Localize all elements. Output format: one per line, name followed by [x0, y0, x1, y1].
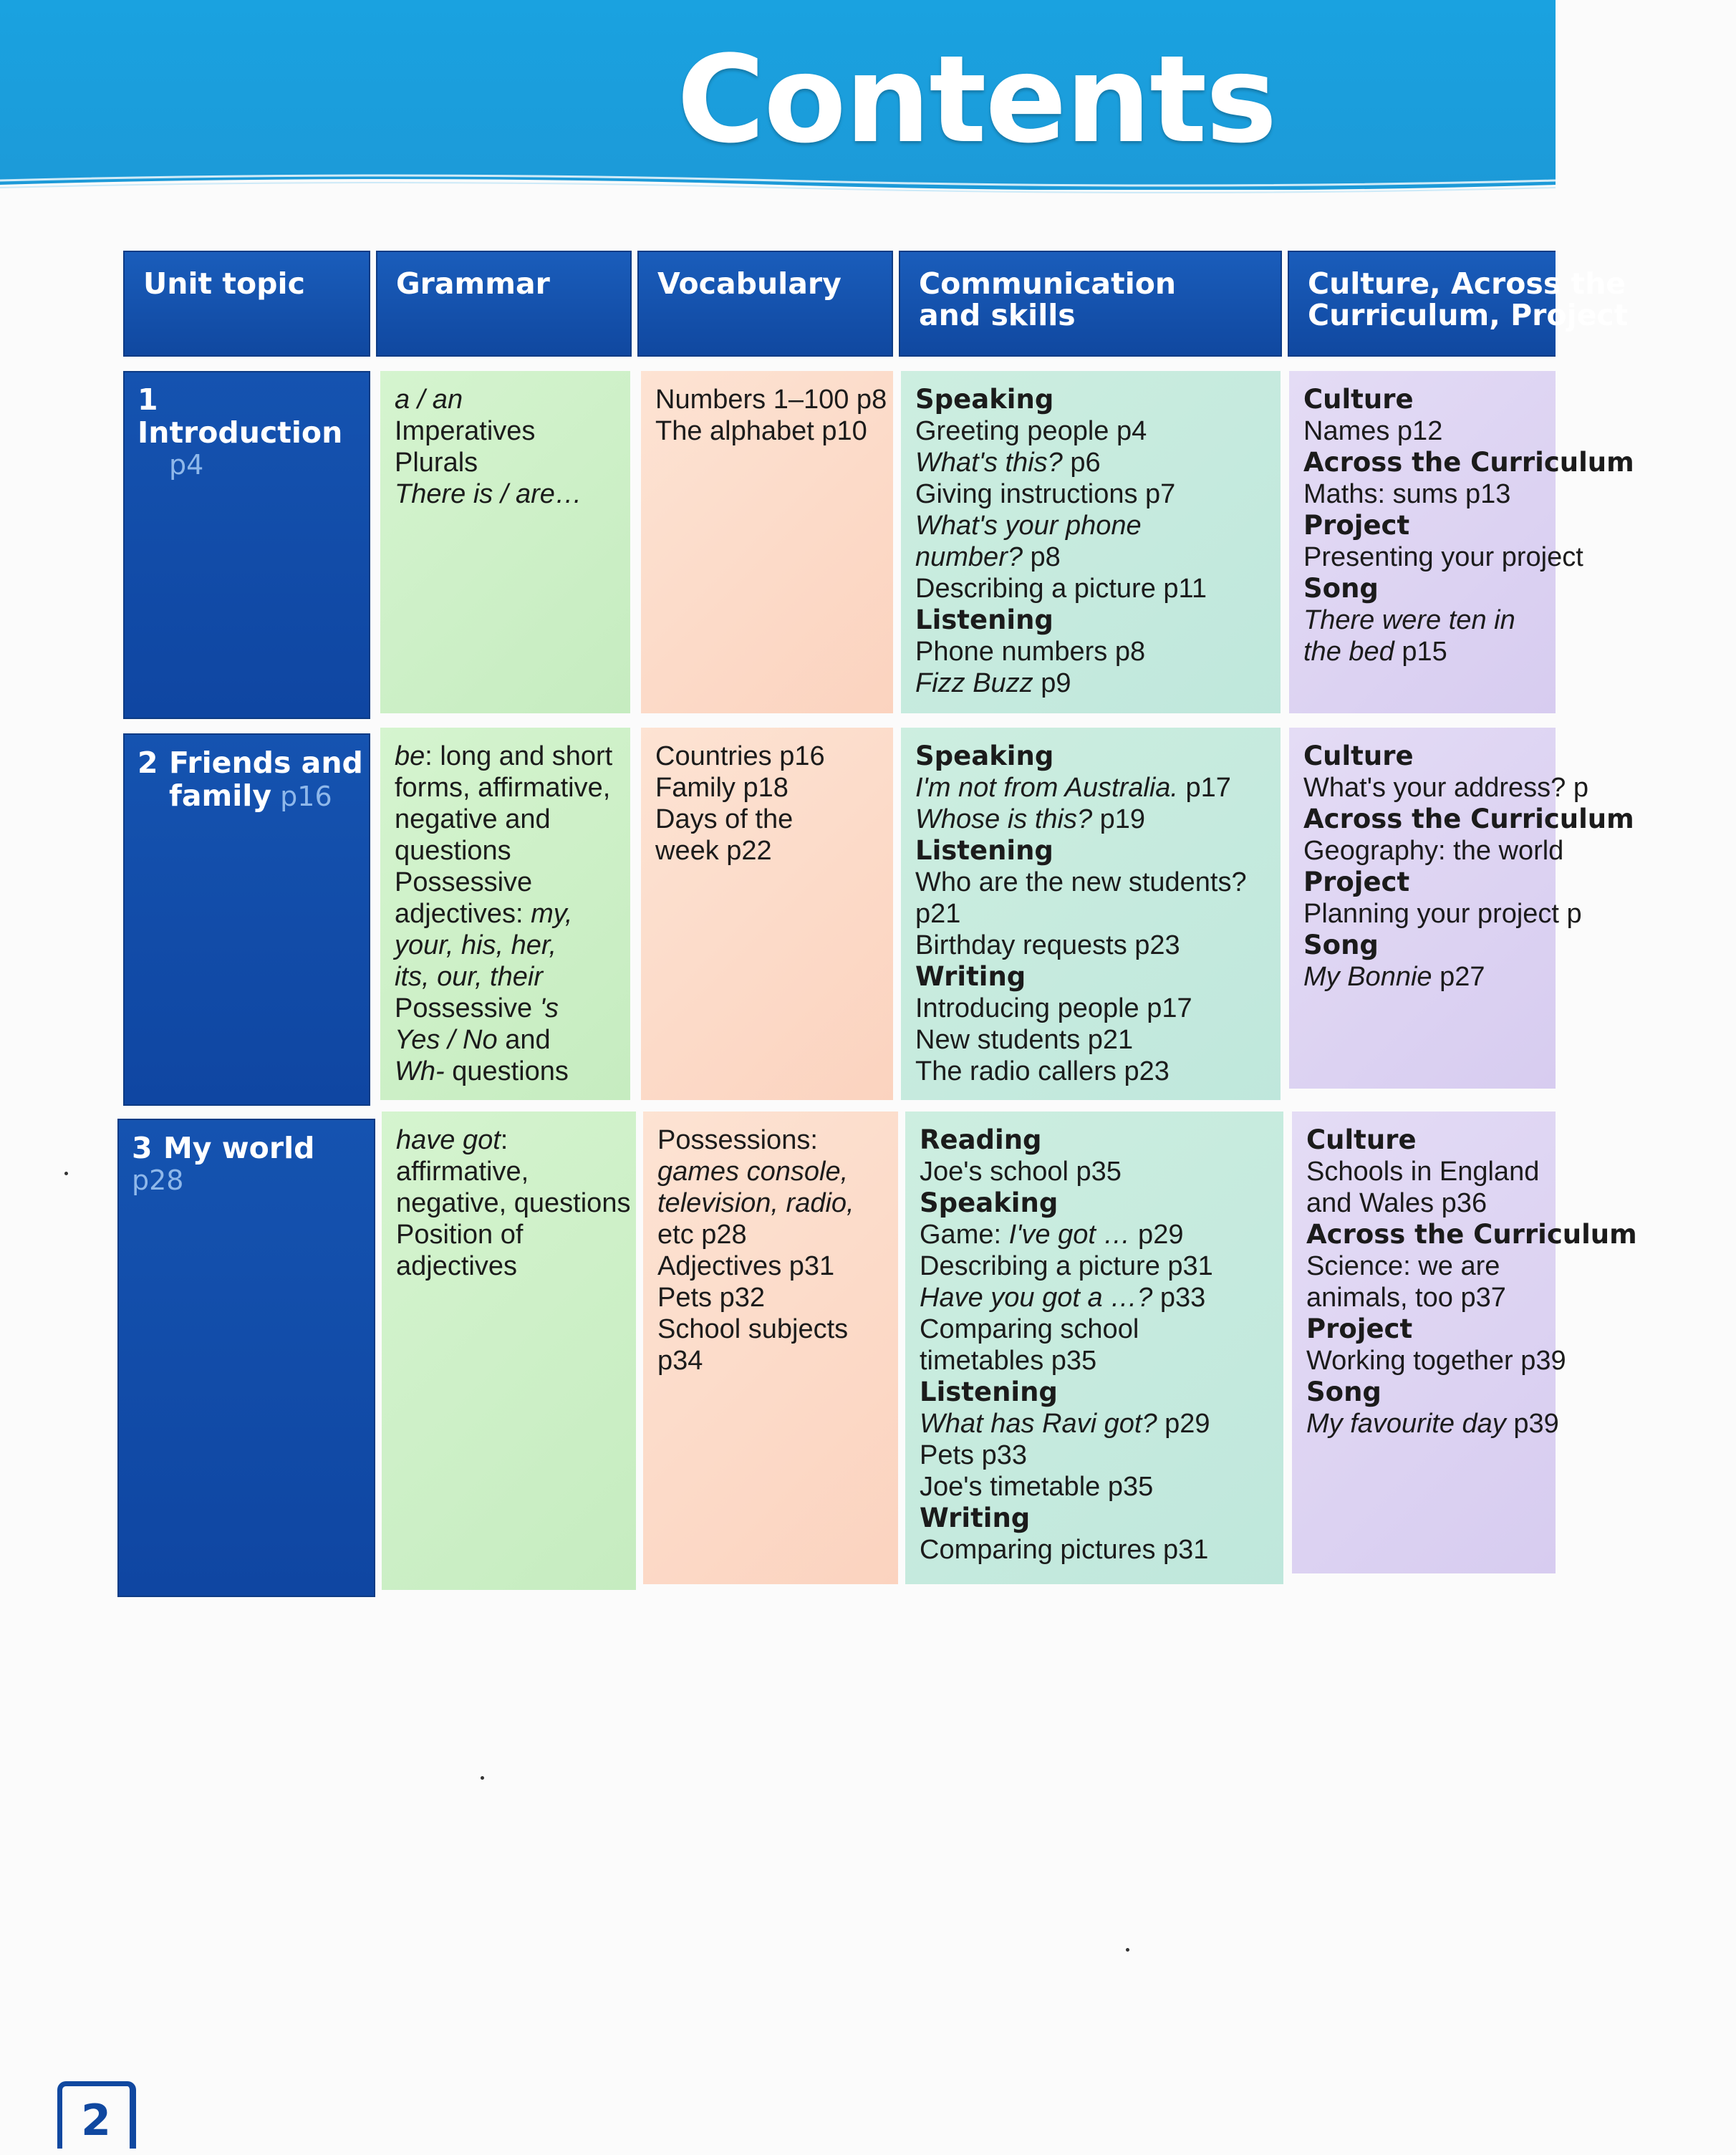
- entry-line: [1306, 1187, 1736, 1219]
- entry-text: Imperatives: [395, 416, 536, 446]
- entry-line: [1306, 1408, 1736, 1440]
- entry-line: [915, 993, 1281, 1024]
- entry-line: [395, 447, 630, 478]
- entry-line: [395, 898, 630, 930]
- entry-text: What's your address? p: [1303, 773, 1588, 803]
- entry-line: [396, 1156, 636, 1187]
- entry-text: Planning your project p: [1303, 899, 1582, 929]
- entry-line: [395, 478, 630, 510]
- entry-line: [1303, 741, 1733, 772]
- header-grammar: Grammar: [376, 251, 632, 357]
- entry-line: [920, 1124, 1283, 1156]
- entry-text: etc p28: [657, 1220, 747, 1250]
- header-communication: Communication and skills: [899, 251, 1282, 357]
- entry-text: What's your phone: [915, 511, 1142, 541]
- entry-text: my,: [531, 899, 573, 929]
- header-vocabulary: Vocabulary: [637, 251, 893, 357]
- entry-line: [915, 541, 1281, 573]
- section-heading: Song: [1303, 573, 1379, 604]
- unit-1-vocabulary: [641, 371, 893, 713]
- entry-text: I've got …: [1008, 1220, 1131, 1250]
- entry-line: [657, 1250, 898, 1282]
- entry-text: and Wales p36: [1306, 1188, 1487, 1218]
- section-heading: Project: [1306, 1313, 1413, 1344]
- entry-line: [396, 1187, 636, 1219]
- entry-text: Game:: [920, 1220, 1009, 1250]
- entry-line: [1303, 804, 1733, 835]
- entry-line: [915, 478, 1281, 510]
- entry-text: timetables p35: [920, 1346, 1097, 1376]
- entry-text: Pets p33: [920, 1440, 1027, 1470]
- entry-text: Days of the: [655, 804, 794, 834]
- entry-text: be: [395, 741, 425, 771]
- entry-text: Adjectives p31: [657, 1251, 835, 1281]
- entry-line: [395, 930, 630, 961]
- section-heading: Song: [1306, 1377, 1381, 1407]
- entry-line: [915, 961, 1281, 993]
- entry-line: [1306, 1377, 1736, 1408]
- entry-text: Comparing pictures p31: [920, 1535, 1209, 1565]
- entry-text: Comparing school: [920, 1314, 1139, 1344]
- unit-3-communication: [905, 1112, 1283, 1584]
- section-heading: Listening: [915, 604, 1053, 635]
- entry-text: your, his, her,: [395, 930, 557, 960]
- entry-line: [1306, 1124, 1736, 1156]
- entry-line: [915, 1056, 1281, 1087]
- entry-line: [1306, 1313, 1736, 1345]
- entry-line: [655, 741, 893, 772]
- entry-line: [915, 667, 1281, 699]
- entry-line: [915, 415, 1281, 447]
- entry-text: Schools in England: [1306, 1157, 1540, 1187]
- section-heading: Speaking: [920, 1187, 1059, 1218]
- entry-text: The alphabet p10: [655, 416, 867, 446]
- entry-line: [1303, 573, 1733, 604]
- entry-line: [395, 741, 630, 772]
- unit-page: p28: [132, 1165, 184, 1196]
- unit-2-vocabulary: [641, 728, 893, 1100]
- entry-line: [915, 573, 1281, 604]
- entry-line: [657, 1156, 898, 1187]
- entry-text: There is / are…: [395, 479, 582, 509]
- unit-1-cell: 1Introduction p4: [123, 371, 370, 719]
- section-heading: Project: [1303, 510, 1410, 541]
- unit-2-culture: [1289, 728, 1634, 1089]
- entry-line: [915, 604, 1281, 636]
- entry-text: p17: [1177, 773, 1231, 803]
- entry-line: [1303, 898, 1733, 930]
- unit-title: My world: [163, 1131, 315, 1165]
- entry-text: Joe's timetable p35: [920, 1472, 1154, 1502]
- unit-3-vocabulary: [643, 1112, 898, 1584]
- entry-line: [657, 1219, 898, 1250]
- section-heading: Culture: [1303, 384, 1414, 415]
- entry-text: : long and short: [425, 741, 613, 771]
- entry-line: [655, 415, 893, 447]
- entry-line: [915, 1024, 1281, 1056]
- entry-text: forms, affirmative,: [395, 773, 611, 803]
- entry-line: [1303, 384, 1733, 415]
- entry-line: [1306, 1219, 1736, 1250]
- entry-text: Countries p16: [655, 741, 825, 771]
- entry-text: My favourite day: [1306, 1409, 1506, 1439]
- entry-text: Presenting your project: [1303, 542, 1583, 572]
- entry-text: New students p21: [915, 1025, 1134, 1055]
- unit-1-communication: [901, 371, 1281, 713]
- section-heading: Speaking: [915, 741, 1054, 771]
- entry-line: [395, 1024, 630, 1056]
- entry-text: The radio callers p23: [915, 1056, 1170, 1086]
- entry-text: number?: [915, 542, 1023, 572]
- entry-line: [920, 1219, 1283, 1250]
- entry-line: [915, 741, 1281, 772]
- entry-line: [657, 1313, 898, 1377]
- entry-line: [920, 1534, 1283, 1566]
- entry-text: Phone numbers p8: [915, 637, 1146, 667]
- entry-text: What has Ravi got?: [920, 1409, 1157, 1439]
- entry-line: [915, 804, 1281, 835]
- entry-text: Names p12: [1303, 416, 1443, 446]
- entry-line: [915, 636, 1281, 667]
- entry-text: a / an: [395, 385, 463, 415]
- entry-text: Science: we are: [1306, 1251, 1500, 1281]
- entry-text: and: [497, 1025, 551, 1055]
- entry-text: adjectives: [396, 1251, 517, 1281]
- section-heading: Across the Curriculum: [1303, 804, 1634, 834]
- entry-text: p33: [1152, 1283, 1206, 1313]
- page-number: 2: [57, 2081, 136, 2149]
- entry-line: [655, 835, 893, 867]
- entry-text: Describing a picture p11: [915, 574, 1207, 604]
- entry-text: affirmative,: [396, 1157, 529, 1187]
- entry-line: [1306, 1250, 1736, 1282]
- entry-line: [657, 1124, 898, 1156]
- entry-text: Possessive: [395, 867, 533, 897]
- unit-3-cell: 3 My world p28: [117, 1119, 375, 1597]
- header-unit-topic: Unit topic: [123, 251, 370, 357]
- entry-line: [920, 1156, 1283, 1187]
- entry-text: Birthday requests p23: [915, 930, 1180, 960]
- entry-line: [1303, 636, 1733, 667]
- entry-text: :: [500, 1125, 508, 1155]
- entry-text: Plurals: [395, 448, 478, 478]
- entry-text: Family p18: [655, 773, 789, 803]
- entry-line: [1306, 1345, 1736, 1377]
- unit-page: p16: [280, 781, 332, 812]
- entry-line: [395, 835, 630, 867]
- entry-line: [1303, 835, 1733, 867]
- entry-line: [1303, 867, 1733, 898]
- entry-line: [920, 1503, 1283, 1534]
- scan-speck: [64, 1172, 68, 1175]
- entry-text: adjectives:: [395, 899, 531, 929]
- unit-2-communication: [901, 728, 1281, 1100]
- entry-line: [1303, 772, 1733, 804]
- unit-3-culture: [1292, 1112, 1637, 1573]
- section-heading: Listening: [920, 1377, 1058, 1407]
- entry-text: My Bonnie: [1303, 962, 1432, 992]
- entry-text: p15: [1394, 637, 1447, 667]
- entry-text: negative and: [395, 804, 551, 834]
- wave-decoration: [0, 169, 1556, 198]
- entry-line: [1306, 1156, 1736, 1187]
- entry-line: [1303, 604, 1733, 636]
- entry-text: Fizz Buzz: [915, 668, 1033, 698]
- scan-speck: [481, 1776, 484, 1780]
- entry-line: [915, 447, 1281, 478]
- entry-text: Possessions:: [657, 1125, 818, 1155]
- entry-line: [920, 1471, 1283, 1503]
- entry-line: [395, 867, 630, 898]
- entry-text: Position of: [396, 1220, 524, 1250]
- entry-text: I'm not from Australia.: [915, 773, 1178, 803]
- entry-line: [1306, 1282, 1736, 1313]
- entry-text: Joe's school p35: [920, 1157, 1122, 1187]
- entry-line: [1303, 478, 1733, 510]
- entry-line: [915, 384, 1281, 415]
- unit-1-culture: [1289, 371, 1634, 713]
- entry-line: [395, 415, 630, 447]
- entry-text: p8: [1022, 542, 1061, 572]
- entry-line: [1303, 930, 1733, 961]
- entry-line: [1303, 510, 1733, 541]
- entry-line: [395, 772, 630, 804]
- section-heading: Writing: [920, 1503, 1031, 1533]
- entry-line: [657, 1282, 898, 1313]
- section-heading: Culture: [1306, 1124, 1417, 1155]
- entry-line: [915, 867, 1281, 930]
- entry-text: 's: [539, 993, 559, 1023]
- entry-text: Who are the new students? p21: [915, 867, 1247, 929]
- entry-text: p19: [1092, 804, 1146, 834]
- entry-line: [1303, 961, 1733, 993]
- entry-text: its, our, their: [395, 962, 543, 992]
- entry-line: [396, 1124, 636, 1156]
- entry-text: week p22: [655, 836, 772, 866]
- entry-line: [1303, 415, 1733, 447]
- section-heading: Across the Curriculum: [1303, 447, 1634, 478]
- entry-text: Numbers 1–100 p8: [655, 385, 887, 415]
- section-heading: Across the Curriculum: [1306, 1219, 1637, 1250]
- entry-line: [920, 1345, 1283, 1377]
- section-heading: Speaking: [915, 384, 1054, 415]
- entry-text: games console,: [657, 1157, 849, 1187]
- entry-text: Geography: the world: [1303, 836, 1564, 866]
- entry-line: [920, 1377, 1283, 1408]
- entry-line: [655, 384, 893, 415]
- entry-text: Maths: sums p13: [1303, 479, 1511, 509]
- entry-text: What's this?: [915, 448, 1063, 478]
- entry-line: [920, 1282, 1283, 1313]
- page-title: Contents: [677, 29, 1276, 170]
- entry-line: [915, 835, 1281, 867]
- entry-line: [396, 1250, 636, 1282]
- header-culture: Culture, Across the Curriculum, Project: [1288, 251, 1556, 357]
- entry-text: Have you got a …?: [920, 1283, 1153, 1313]
- entry-line: [915, 772, 1281, 804]
- section-heading: Project: [1303, 867, 1410, 897]
- entry-text: p29: [1157, 1409, 1210, 1439]
- entry-line: [1303, 541, 1733, 573]
- entry-text: Introducing people p17: [915, 993, 1192, 1023]
- entry-text: Working together p39: [1306, 1346, 1566, 1376]
- unit-page: p4: [169, 449, 204, 481]
- entry-text: Greeting people p4: [915, 416, 1147, 446]
- entry-line: [657, 1187, 898, 1219]
- entry-text: animals, too p37: [1306, 1283, 1506, 1313]
- entry-text: p6: [1062, 448, 1101, 478]
- entry-line: [915, 510, 1281, 541]
- entry-line: [920, 1187, 1283, 1219]
- entry-line: [395, 1056, 630, 1087]
- unit-3-grammar: [382, 1112, 636, 1590]
- entry-text: questions: [444, 1056, 569, 1086]
- scan-speck: [1126, 1948, 1129, 1952]
- entry-line: [1303, 447, 1733, 478]
- section-heading: Listening: [915, 835, 1053, 866]
- unit-2-cell: 2 Friends and family p16: [123, 733, 370, 1106]
- entry-text: questions: [395, 836, 511, 866]
- entry-line: [915, 930, 1281, 961]
- entry-text: School subjects p34: [657, 1314, 849, 1376]
- entry-text: Wh-: [395, 1056, 445, 1086]
- section-heading: Song: [1303, 930, 1379, 960]
- entry-text: p9: [1033, 668, 1071, 698]
- entry-text: Possessive: [395, 993, 540, 1023]
- entry-line: [655, 804, 893, 835]
- section-heading: Culture: [1303, 741, 1414, 771]
- entry-line: [920, 1408, 1283, 1440]
- entry-line: [655, 772, 893, 804]
- entry-text: Whose is this?: [915, 804, 1093, 834]
- entry-text: Giving instructions p7: [915, 479, 1176, 509]
- entry-text: There were ten in: [1303, 605, 1515, 635]
- entry-text: p39: [1505, 1409, 1559, 1439]
- entry-line: [395, 961, 630, 993]
- entry-text: negative, questions: [396, 1188, 631, 1218]
- unit-2-grammar: [380, 728, 630, 1100]
- unit-title: Friends and: [169, 746, 363, 780]
- section-heading: Writing: [915, 961, 1026, 992]
- entry-text: p27: [1432, 962, 1485, 992]
- unit-title: Introduction: [138, 415, 343, 450]
- entry-text: Describing a picture p31: [920, 1251, 1213, 1281]
- entry-line: [396, 1219, 636, 1250]
- header-band: [0, 0, 1556, 190]
- entry-line: [920, 1313, 1283, 1345]
- entry-text: the bed: [1303, 637, 1394, 667]
- entry-line: [920, 1250, 1283, 1282]
- entry-text: television, radio,: [657, 1188, 854, 1218]
- entry-text: Yes / No: [395, 1025, 498, 1055]
- unit-1-grammar: [380, 371, 630, 713]
- entry-line: [395, 384, 630, 415]
- entry-line: [395, 993, 630, 1024]
- entry-text: p29: [1130, 1220, 1184, 1250]
- entry-text: Pets p32: [657, 1283, 765, 1313]
- entry-line: [920, 1440, 1283, 1471]
- section-heading: Reading: [920, 1124, 1042, 1155]
- entry-text: have got: [396, 1125, 501, 1155]
- entry-line: [395, 804, 630, 835]
